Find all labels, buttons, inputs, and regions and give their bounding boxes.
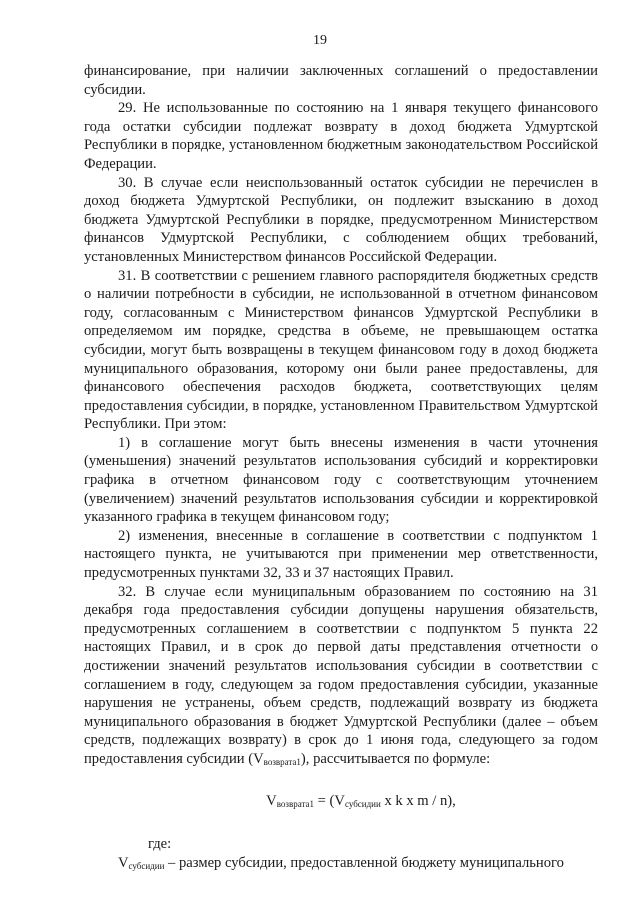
- paragraph-31-item-2: 2) изменения, внесенные в соглашение в соответствии с подпунктом 1 настоящего пункта, не учитываются при применении мер ответственности, предусмотренных пунктами 32, 33 и 37 настоящих Правил.: [84, 527, 598, 582]
- formula-lhs-subscript: возврата1: [276, 798, 315, 809]
- formula-rhs-subscript: субсидии: [344, 798, 381, 809]
- definition-var: V: [118, 854, 129, 871]
- definition-text: – размер субсидии, предоставленной бюджету муниципального: [164, 854, 564, 871]
- paragraph-30: 30. В случае если неиспользованный остаток субсидии не перечислен в доход бюджета Удмуртской Республики, он подлежит взысканию в доход бюджета Удмуртской Республики в порядке, предусмотренном Министерством финансов Удмуртской Республики, с соблюдением общих требований, установленных Министерством финансов Российской Федерации.: [84, 174, 598, 265]
- formula-middle: = (V: [314, 792, 345, 809]
- paragraph-29: 29. Не использованные по состоянию на 1 января текущего финансового года остатки субсидии подлежат возврату в доход бюджета Удмуртской Республики в порядке, установленном бюджетным законодательством Российской Федерации.: [84, 100, 598, 172]
- paragraph-31-item-1: 1) в соглашение могут быть внесены изменения в части уточнения (уменьшения) значений результатов использования субсидий и корректировки графика в отчетном финансовом году с соответствующим уточнением (увеличением) значений результатов использования субсидии и корректировкой указанного графика в текущем финансовом году;: [84, 434, 598, 526]
- definition-subscript: субсидии: [128, 860, 165, 871]
- paragraph-32-text: 32. В случае если муниципальным образованием по состоянию на 31 декабря года предоставления субсидии допущены нарушения обязательств, предусмотренных соглашением в соответствии с подпунктом 5 пункта 22 настоящих Правил, и в срок до первой даты представления отчетности о достижении значений результатов использования субсидии в соответствии с соглашением в году, следующем за годом предоставления субсидии, указанные нарушения не устранены, объем средств, подлежащий возврату из бюджета муниципального образования в бюджет Удмуртской Республики (далее – объем средств, подлежащих возврату) в срок до 1 июня года, следующего за годом предоставления субсидии (V: [84, 583, 598, 767]
- page-number: 19: [313, 33, 327, 48]
- paragraph-31: 31. В соответствии с решением главного распорядителя бюджетных средств о наличии потребности в субсидии, не использованной в отчетном финансовом году, согласованным с Министерством финансов Удмуртской Республики в определяемом им порядке, средства в объеме, не превышающем остатка субсидии, могут быть возвращены в текущем финансовом году в доход бюджета муниципального образования, которому они были ранее предоставлены, для финансового обеспечения расходов бюджета, соответствующих целям предоставления субсидии, в порядке, установленном Правительством Удмуртской Республики. При этом:: [84, 267, 598, 433]
- formula-lhs-var: V: [266, 792, 277, 809]
- paragraph-continuation: финансирование, при наличии заключенных соглашений о предоставлении субсидии.: [84, 63, 598, 98]
- document-body: [84, 62, 598, 875]
- formula-rhs-tail: x k x m / n),: [380, 792, 456, 809]
- paragraph-32: [84, 583, 598, 772]
- paragraph-32-subscript: возврата1: [263, 756, 301, 767]
- where-label: где:: [148, 836, 172, 853]
- paragraph-32-tail: ), рассчитывается по формуле:: [300, 750, 491, 767]
- formula: [84, 792, 598, 814]
- definition-v-subsidy: [84, 854, 598, 876]
